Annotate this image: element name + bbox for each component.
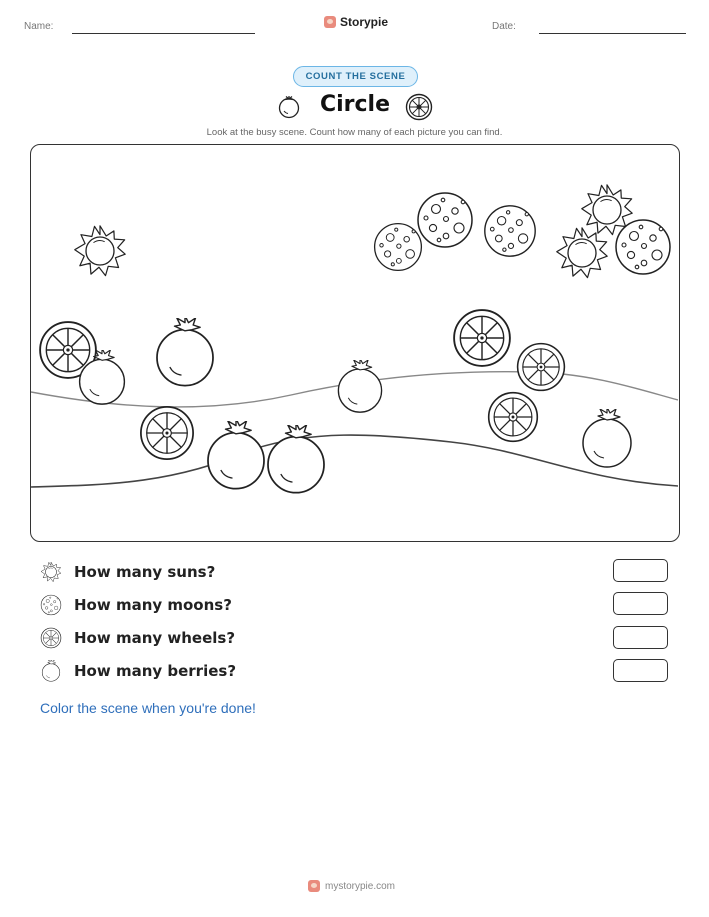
berry-icon	[583, 407, 631, 467]
question-moons	[40, 594, 232, 616]
hill-line-front	[31, 435, 678, 487]
brand-logo	[324, 15, 388, 29]
question-text: How many berries?	[74, 662, 237, 680]
footer-site[interactable]: mystorypie.com	[325, 880, 396, 892]
brand-name: Storypie	[340, 15, 389, 29]
page-title: Circle	[319, 92, 391, 117]
question-berries	[40, 660, 236, 682]
activity-badge: COUNT THE SCENE	[293, 66, 418, 87]
berry-icon	[276, 93, 302, 119]
answer-box-suns[interactable]	[613, 559, 668, 582]
berry-icon	[157, 316, 213, 386]
color-note: Color the scene when you're done!	[40, 700, 256, 716]
sun-icon	[40, 561, 62, 583]
storypie-logo-icon	[308, 880, 320, 892]
footer	[308, 880, 395, 892]
sun-icon	[557, 228, 607, 278]
question-text: How many suns?	[74, 563, 216, 581]
berry-icon	[338, 358, 381, 412]
wheel-icon	[489, 393, 538, 442]
wheel-icon	[405, 93, 433, 121]
date-line[interactable]	[539, 33, 686, 34]
berry-icon	[40, 660, 62, 682]
wheel-icon	[141, 407, 193, 459]
date-label: Date:	[492, 21, 516, 32]
berry-icon	[268, 423, 324, 493]
scene-canvas	[31, 145, 678, 540]
wheel-icon	[40, 627, 62, 649]
answer-box-wheels[interactable]	[613, 626, 668, 649]
storypie-logo-icon	[324, 16, 336, 28]
answer-box-berries[interactable]	[613, 659, 668, 682]
berry-icon	[208, 419, 264, 489]
question-text: How many moons?	[74, 596, 232, 614]
wheel-icon	[518, 344, 565, 391]
moon-icon	[40, 594, 62, 616]
sun-icon	[75, 226, 125, 276]
instructions: Look at the busy scene. Count how many of each picture you can find.	[206, 127, 503, 138]
name-label: Name:	[24, 21, 54, 32]
scene-frame	[30, 144, 680, 542]
answer-box-moons[interactable]	[613, 592, 668, 615]
moon-icon	[485, 206, 535, 256]
wheel-icon	[454, 310, 510, 366]
moon-icon	[616, 220, 670, 274]
name-line[interactable]	[72, 33, 255, 34]
question-wheels	[40, 627, 235, 649]
moon-icon	[375, 224, 422, 271]
question-text: How many wheels?	[74, 629, 236, 647]
moon-icon	[418, 193, 472, 247]
question-suns	[40, 561, 215, 583]
